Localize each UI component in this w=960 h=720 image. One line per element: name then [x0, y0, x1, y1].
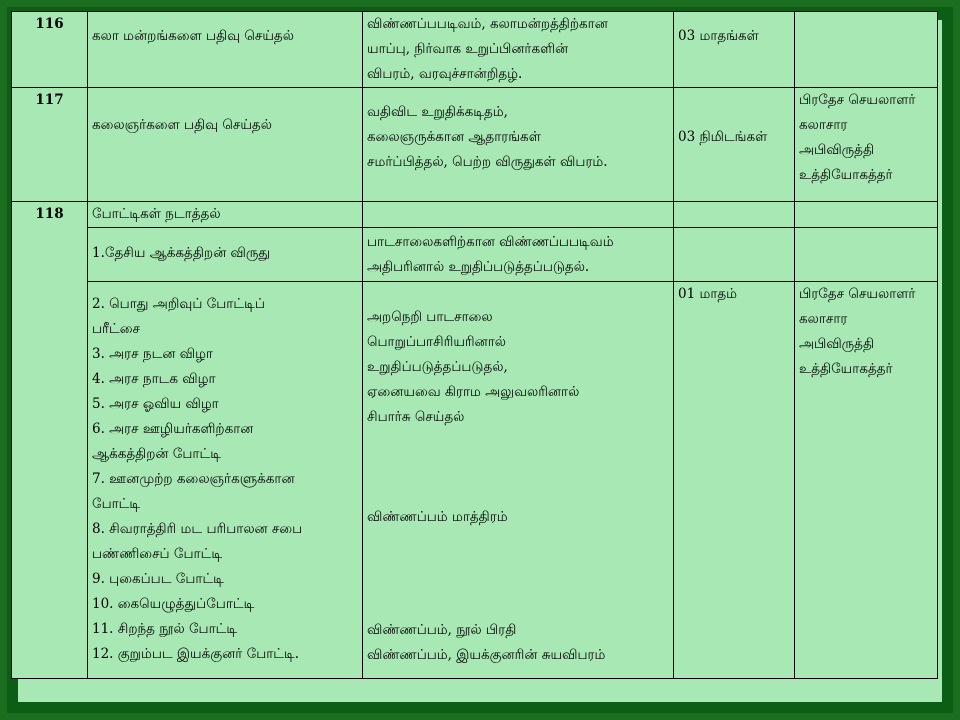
responsible-officer: பிரதேச செயலாளர் கலாசார அபிவிருத்தி உத்தியோகத்தர் [795, 282, 938, 679]
table-row-118-heading [12, 202, 938, 228]
section-heading: போட்டிகள் நடாத்தல் [88, 202, 363, 228]
required-documents: விண்ணப்பபடிவம், கலாமன்றத்திற்கான யாப்பு, நிர்வாக உறுப்பினர்களின் விபரம், வரவுச்சான்றிதழ். [363, 12, 674, 88]
service-name: 1.தேசிய ஆக்கத்திறன் விருது [88, 228, 363, 282]
responsible-officer: பிரதேச செயலாளர் கலாசார அபிவிருத்தி உத்தியோகத்தர் [795, 88, 938, 202]
row-number: 117 [12, 88, 88, 202]
time-duration: 03 நிமிடங்கள் [674, 88, 795, 202]
service-name: கலைஞர்களை பதிவு செய்தல் [88, 88, 363, 202]
service-list: 2. பொது அறிவுப் போட்டிப் பரீட்சை 3. அரச நடன விழா 4. அரச நாடக விழா 5. அரச ஓவிய விழா 6. அரச ஊழியர்களிற்கான ஆக்கத்திறன் போட்டி 7. ஊனமுற்ற கலைஞர்களுக்கான போட்டி 8. சிவராத்திரி மட பரிபாலன சபை பண்ணிசைப் போட்டி 9. புகைப்பட போட்டி 10. கையெழுத்துப்போட்டி 11. சிறந்த நூல் போட்டி 12. குறும்பட இயக்குனர் போட்டி. [88, 282, 363, 679]
services-table [11, 11, 938, 679]
row-number: 118 [12, 202, 88, 679]
row-number: 116 [12, 12, 88, 88]
table-row-118-competitions [12, 282, 938, 679]
service-name: கலா மன்றங்களை பதிவு செய்தல் [88, 12, 363, 88]
required-documents: வதிவிட உறுதிக்கடிதம், கலைஞருக்கான ஆதாரங்கள் சமர்ப்பித்தல், பெற்ற விருதுகள் விபரம். [363, 88, 674, 202]
responsible-officer [795, 12, 938, 88]
table-row-117 [12, 88, 938, 202]
required-documents: பாடசாலைகளிற்கான விண்ணப்பபடிவம் அதிபரினால் உறுதிப்படுத்தப்படுதல். [363, 228, 674, 282]
time-duration: 03 மாதங்கள் [674, 12, 795, 88]
required-documents: அறநெறி பாடசாலை பொறுப்பாசிரியரினால் உறுதிப்படுத்தப்படுதல், ஏனையவை கிராம அலுவலரினால் சிபார்சு செய்தல் விண்ணப்பம் மாத்திரம் விண்ணப்பம், நூல் பிரதி விண்ணப்பம், இயக்குனரின் சுயவிபரம் [363, 282, 674, 679]
time-duration: 01 மாதம் [674, 282, 795, 679]
table-row-118-national-award [12, 228, 938, 282]
table-row-116 [12, 12, 938, 88]
